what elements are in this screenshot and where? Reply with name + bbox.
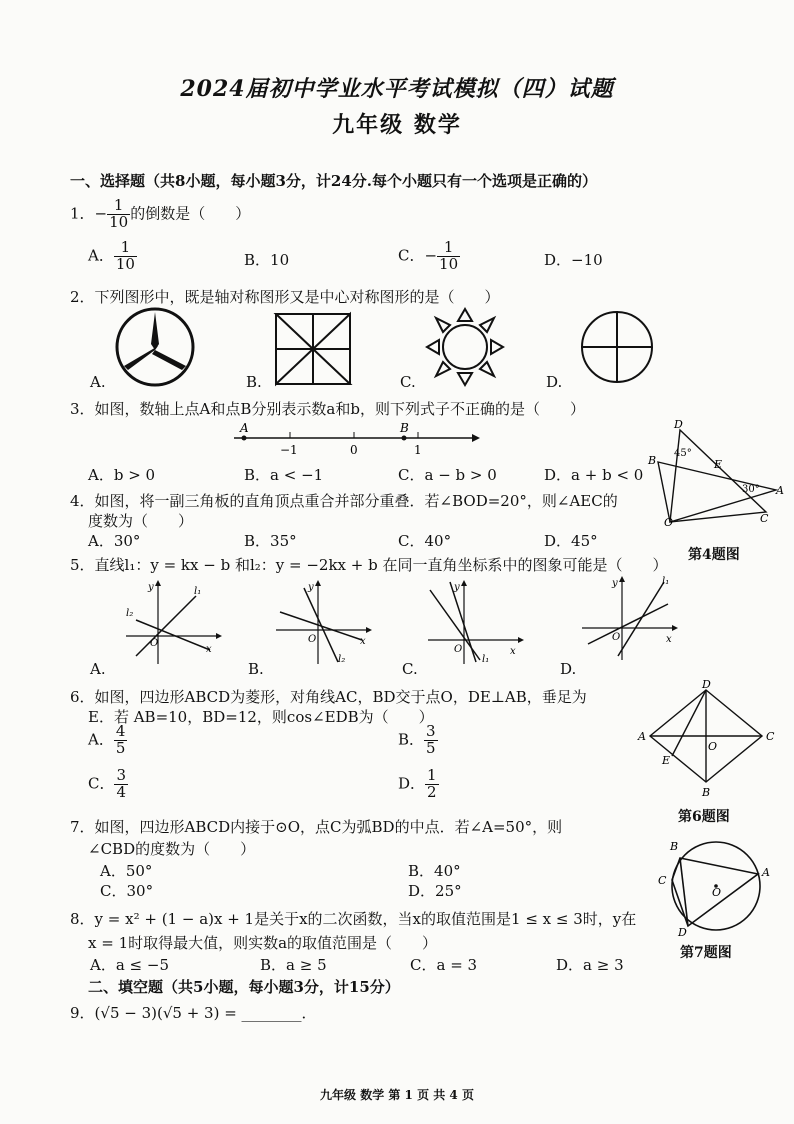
q6-option-d: D． $\frac{1}{2}$ — [398, 766, 437, 801]
q5-option-d: D. — [560, 660, 577, 678]
q6-figure-caption: 第6题图 — [678, 809, 730, 825]
q1-tail: 的倒数是（ ） — [130, 204, 251, 223]
q2-figure-a-mercedes-icon — [112, 304, 198, 390]
svg-text:x: x — [666, 634, 672, 645]
q3-tick-one: 1 — [414, 443, 422, 457]
q6-figure-rhombus — [636, 680, 782, 800]
svg-text:B: B — [702, 786, 711, 799]
q5-graph-a — [122, 580, 222, 666]
q8-option-b: B．a ≥ 5 — [260, 956, 327, 974]
q3-number-line — [232, 420, 482, 460]
svg-text:x: x — [206, 644, 212, 655]
q7-figure-caption: 第7题图 — [680, 945, 732, 961]
q5-graph-d — [578, 576, 678, 662]
svg-text:l₁: l₁ — [482, 654, 490, 665]
svg-text:y: y — [612, 578, 618, 589]
q4-figure-caption: 第4题图 — [688, 547, 740, 563]
svg-text:O: O — [612, 632, 621, 643]
q4-option-b: B．35° — [244, 532, 297, 550]
question-4-stem-line-2: 度数为（ ） — [88, 512, 194, 530]
svg-text:O: O — [308, 634, 317, 645]
q1-number: 1． — [70, 204, 95, 223]
svg-text:O: O — [150, 638, 159, 649]
question-8-stem-line-2: x = 1时取得最大值，则实数a的取值范围是（ ） — [88, 934, 438, 952]
q2-option-b: B. — [246, 373, 262, 391]
q5-option-c: C. — [402, 660, 418, 678]
svg-text:B: B — [670, 840, 679, 853]
svg-text:C: C — [760, 512, 769, 525]
svg-text:E: E — [714, 458, 723, 471]
q5-option-a: A. — [90, 660, 106, 678]
svg-text:D: D — [702, 680, 711, 691]
svg-text:E: E — [662, 754, 671, 767]
q8-option-c: C．a = 3 — [410, 956, 478, 974]
question-9-stem: 9．(√5 − 3)(√5 + 3) = ________． — [70, 1004, 317, 1022]
q3-point-a-label: A — [240, 421, 249, 435]
question-7-stem-line-1: 7．如图，四边形ABCD内接于⊙O，点C为弧BD的中点．若∠A=50°，则 — [70, 818, 563, 836]
q1-fraction: $\frac{1}{10}$ — [109, 196, 129, 231]
question-6-stem-line-1: 6．如图，四边形ABCD为菱形，对角线AC，BD交于点O，DE⊥AB，垂足为 — [70, 688, 587, 706]
q8-option-a: A．a ≤ −5 — [90, 956, 169, 974]
q1-option-b: B．10 — [244, 251, 290, 269]
q4-option-d: D．45° — [544, 532, 598, 550]
q3-option-d: D．a + b < 0 — [544, 466, 644, 484]
question-6-stem-line-2: E．若 AB=10，BD=12，则cos∠EDB为（ ） — [88, 708, 434, 726]
q7-option-d: D．25° — [408, 882, 462, 900]
q3-tick-zero: 0 — [350, 443, 358, 457]
exam-subtitle: 九年级 数学 — [332, 112, 462, 138]
q7-option-b: B．40° — [408, 862, 461, 880]
q2-option-c: C. — [400, 373, 416, 391]
q1-option-c: C．− $\frac{1}{10}$ — [398, 238, 459, 273]
svg-text:A: A — [762, 866, 770, 879]
svg-text:O: O — [712, 886, 722, 899]
q1-option-d: D．−10 — [544, 251, 603, 269]
svg-text:45°: 45° — [674, 448, 692, 459]
svg-text:y: y — [454, 582, 460, 593]
q6-option-a: A． $\frac{4}{5}$ — [88, 722, 126, 757]
svg-text:l₂: l₂ — [338, 654, 346, 665]
q4-option-c: C．40° — [398, 532, 452, 550]
svg-text:y: y — [148, 582, 154, 593]
svg-text:l₁: l₁ — [662, 576, 670, 587]
q1-minus: − — [94, 204, 108, 223]
svg-text:A: A — [776, 484, 784, 497]
q2-option-d: D. — [546, 373, 563, 391]
q3-tick-minus-one: −1 — [280, 443, 298, 457]
q2-figure-d-fan-icon — [574, 306, 660, 388]
q5-graph-c — [424, 580, 524, 666]
q2-figure-b-pinwheel-icon — [270, 308, 356, 390]
svg-text:x: x — [510, 646, 516, 657]
question-4-stem-line-1: 4．如图，将一副三角板的直角顶点重合并部分重叠．若∠BOD=20°，则∠AEC的 — [70, 492, 618, 510]
question-2-stem: 2．下列图形中，既是轴对称图形又是中心对称图形的是（ ） — [70, 288, 500, 306]
q2-figure-c-sun-icon — [422, 304, 508, 390]
svg-text:C: C — [658, 874, 667, 887]
svg-text:D: D — [674, 418, 683, 431]
q7-figure-inscribed-quadrilateral — [654, 834, 778, 938]
q7-option-c: C．30° — [100, 882, 154, 900]
svg-text:O: O — [708, 740, 718, 753]
svg-text:O: O — [454, 644, 463, 655]
question-7-stem-line-2: ∠CBD的度数为（ ） — [88, 840, 256, 858]
q6-option-b: B． $\frac{3}{5}$ — [398, 722, 436, 757]
question-1-stem — [70, 198, 250, 231]
svg-text:l₂: l₂ — [126, 608, 134, 619]
q2-option-a: A. — [90, 373, 106, 391]
q8-option-d: D．a ≥ 3 — [556, 956, 624, 974]
svg-text:y: y — [308, 582, 314, 593]
svg-text:30°: 30° — [742, 484, 760, 495]
question-3-stem: 3．如图，数轴上点A和点B分别表示数a和b，则下列式子不正确的是（ ） — [70, 400, 585, 418]
svg-text:A: A — [638, 730, 646, 743]
q5-option-b: B. — [248, 660, 264, 678]
q4-figure-set-squares — [640, 416, 784, 528]
exam-title: 2024届初中学业水平考试模拟（四）试题 — [180, 76, 614, 102]
q3-option-c: C．a − b > 0 — [398, 466, 497, 484]
q4-option-a: A．30° — [88, 532, 141, 550]
section-2-heading: 二、填空题（共5小题，每小题3分，计15分） — [88, 978, 400, 996]
q5-graph-b — [272, 580, 372, 666]
question-8-stem-line-1: 8．y = x² + (1 − a)x + 1是关于x的二次函数，当x的取值范围是1 ≤ x ≤ 3时，y在 — [70, 910, 637, 928]
svg-text:C: C — [766, 730, 775, 743]
q3-option-b: B．a < −1 — [244, 466, 324, 484]
q7-option-a: A．50° — [100, 862, 153, 880]
svg-text:x: x — [360, 636, 366, 647]
svg-text:O: O — [664, 516, 674, 528]
section-1-heading: 一、选择题（共8小题，每小题3分，计24分.每个小题只有一个选项是正确的） — [70, 172, 597, 190]
svg-text:B: B — [648, 454, 657, 467]
svg-text:D: D — [678, 926, 687, 938]
q3-option-a: A．b > 0 — [88, 466, 156, 484]
question-5-stem: 5．直线l₁：y = kx − b 和l₂：y = −2kx + b 在同一直角坐标系中的图象可能是（ ） — [70, 556, 668, 574]
svg-text:l₁: l₁ — [194, 586, 202, 597]
q1-option-a: A． $\frac{1}{10}$ — [88, 238, 135, 273]
q3-point-b-label: B — [400, 421, 409, 435]
page-footer: 九年级 数学 第 1 页 共 4 页 — [320, 1088, 474, 1102]
q6-option-c: C． $\frac{3}{4}$ — [88, 766, 127, 801]
